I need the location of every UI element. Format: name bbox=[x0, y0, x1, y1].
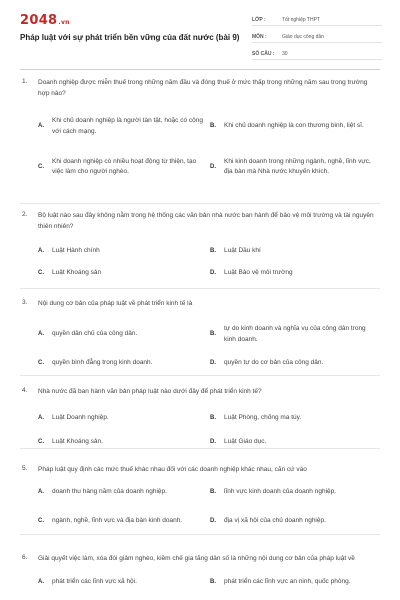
option-letter: A. bbox=[38, 489, 44, 496]
question-list bbox=[0, 78, 400, 600]
question-1 bbox=[0, 78, 400, 211]
option-a[interactable] bbox=[38, 571, 210, 595]
option-c[interactable] bbox=[38, 145, 210, 189]
option-a[interactable] bbox=[38, 240, 210, 262]
option-text: phát triển các lĩnh vực xã hội. bbox=[52, 578, 137, 586]
option-text: Luật Doanh nghiệp. bbox=[52, 414, 109, 422]
option-d[interactable] bbox=[210, 145, 382, 189]
option-b[interactable] bbox=[210, 482, 382, 504]
meta-key: MÔN : bbox=[252, 34, 267, 40]
option-text: Khi kinh doanh trong những ngành, nghề, lĩnh vực, địa bàn mà Nhà nước khuyến khích. bbox=[224, 157, 371, 175]
question-4 bbox=[0, 387, 400, 465]
meta-key: SỐ CÂU : bbox=[252, 51, 275, 57]
question-text: Nhà nước đã ban hành văn bản pháp luật nào dưới đây để phát triển kinh tế? bbox=[38, 388, 262, 395]
header-divider bbox=[20, 69, 380, 70]
logo-suffix: .vn bbox=[58, 19, 70, 26]
question-number: 4. bbox=[22, 387, 28, 394]
option-text: tự do kinh doanh và nghĩa vụ của công dân trong kinh doanh. bbox=[224, 325, 366, 343]
question-number: 1. bbox=[22, 78, 28, 85]
question-2 bbox=[0, 211, 400, 299]
option-text: quyền tự do cơ bản của công dân. bbox=[224, 359, 324, 367]
question-3 bbox=[0, 299, 400, 387]
exam-meta bbox=[252, 12, 382, 63]
meta-row-subject bbox=[252, 29, 382, 43]
question-divider bbox=[20, 203, 380, 204]
option-c[interactable] bbox=[38, 262, 210, 284]
question-text: Nội dung cơ bản của pháp luật về phát triển kinh tế là bbox=[38, 300, 193, 307]
question-text: Bộ luật nào sau đây không nằm trong hệ thống các văn bản nhà nước ban hành để bảo vệ môi trường và tài nguyên thiên nhiên? bbox=[38, 212, 374, 230]
option-a[interactable] bbox=[38, 482, 210, 504]
option-letter: D. bbox=[210, 518, 216, 525]
option-d[interactable] bbox=[210, 351, 382, 377]
meta-key: LỚP : bbox=[252, 17, 266, 23]
option-a[interactable] bbox=[38, 319, 210, 351]
option-text: địa vị xã hội của chủ doanh nghiệp. bbox=[224, 517, 326, 525]
logo-text: 2048 bbox=[20, 13, 58, 28]
site-logo[interactable] bbox=[20, 13, 70, 28]
question-number: 3. bbox=[22, 299, 28, 306]
question-number: 5. bbox=[22, 465, 28, 472]
option-b[interactable] bbox=[210, 319, 382, 351]
question-number: 2. bbox=[22, 211, 28, 218]
option-letter: B. bbox=[210, 123, 216, 130]
option-grid bbox=[38, 240, 380, 284]
meta-value: Giáo dục công dân bbox=[282, 34, 324, 40]
option-letter: B. bbox=[210, 579, 216, 586]
option-c[interactable] bbox=[38, 351, 210, 377]
option-letter: D. bbox=[210, 439, 216, 446]
option-text: Luật Giáo dục. bbox=[224, 438, 267, 446]
option-letter: C. bbox=[38, 360, 44, 367]
option-text: doanh thu hàng năm của doanh nghiệp. bbox=[52, 488, 167, 496]
question-text: Giải quyết việc làm, xóa đói giảm nghèo, kiềm chế gia tăng dân số là những nội dung cơ bản của pháp luật về bbox=[38, 555, 355, 562]
option-b[interactable] bbox=[210, 108, 382, 145]
question-divider bbox=[20, 534, 380, 535]
option-c[interactable] bbox=[38, 431, 210, 455]
option-d[interactable] bbox=[210, 431, 382, 455]
question-divider bbox=[20, 288, 380, 289]
question-number: 6. bbox=[22, 554, 28, 561]
option-letter: A. bbox=[38, 415, 44, 422]
option-letter: B. bbox=[210, 331, 216, 338]
option-text: Khi chủ doanh nghiệp là người tàn tật, hoặc có công với cách mạng. bbox=[52, 117, 203, 135]
option-letter: A. bbox=[38, 247, 44, 254]
question-text: Doanh nghiệp được miễn thuế trong những năm đầu và đóng thuế ở mức thấp trong những năm sau trong trường hợp nào? bbox=[38, 79, 368, 97]
option-letter: B. bbox=[210, 415, 216, 422]
option-letter: D. bbox=[210, 360, 216, 367]
option-letter: A. bbox=[38, 579, 44, 586]
option-grid bbox=[38, 319, 380, 377]
option-letter: A. bbox=[38, 123, 44, 130]
page-title: Pháp luật với sự phát triển bền vững của đất nước (bài 9) bbox=[20, 33, 240, 42]
question-6 bbox=[0, 554, 400, 600]
option-letter: B. bbox=[210, 489, 216, 496]
option-text: Luật Hành chính bbox=[52, 246, 100, 254]
option-letter: D. bbox=[210, 163, 216, 170]
option-letter: A. bbox=[38, 331, 44, 338]
option-text: lĩnh vực kinh doanh của doanh nghiệp. bbox=[224, 488, 337, 496]
option-text: quyền dân chủ của công dân. bbox=[52, 330, 138, 338]
option-a[interactable] bbox=[38, 407, 210, 431]
option-b[interactable] bbox=[210, 571, 382, 595]
question-divider bbox=[20, 375, 380, 376]
option-text: phát triển các lĩnh vực an ninh, quốc phòng. bbox=[224, 578, 351, 586]
meta-row-count bbox=[252, 46, 382, 60]
meta-value: Tốt nghiệp THPT bbox=[282, 17, 320, 23]
option-text: Luật Dầu khí bbox=[224, 246, 261, 254]
question-5 bbox=[0, 465, 400, 554]
option-letter: C. bbox=[38, 163, 44, 170]
question-divider bbox=[20, 448, 380, 449]
option-letter: C. bbox=[38, 518, 44, 525]
option-text: Khi chủ doanh nghiệp là con thương binh, liệt sĩ. bbox=[224, 122, 364, 130]
option-grid bbox=[38, 108, 380, 189]
option-text: quyền bình đẳng trong kinh doanh. bbox=[52, 359, 153, 367]
option-b[interactable] bbox=[210, 407, 382, 431]
meta-row-class bbox=[252, 12, 382, 26]
option-letter: D. bbox=[210, 269, 216, 276]
option-b[interactable] bbox=[210, 240, 382, 262]
option-text: Luật Bảo vệ môi trường bbox=[224, 268, 293, 276]
option-text: Luật Khoáng sản. bbox=[52, 438, 103, 446]
option-text: Luật Khoáng sản bbox=[52, 268, 102, 276]
option-text: Luật Phòng, chống ma túy. bbox=[224, 414, 302, 422]
option-text: ngành, nghề, lĩnh vực và địa bàn kinh doanh. bbox=[52, 517, 183, 525]
meta-value: 30 bbox=[282, 51, 288, 57]
option-grid bbox=[38, 482, 380, 540]
page-header bbox=[0, 0, 400, 68]
option-text: Khi doanh nghiệp có nhiều hoạt động từ thiện, tạo việc làm cho người nghèo. bbox=[52, 157, 197, 175]
option-letter: C. bbox=[38, 439, 44, 446]
option-d[interactable] bbox=[210, 262, 382, 284]
option-letter: C. bbox=[38, 269, 44, 276]
option-a[interactable] bbox=[38, 108, 210, 145]
option-letter: B. bbox=[210, 247, 216, 254]
question-text: Pháp luật quy định các mức thuế khác nhau đối với các doanh nghiệp khác nhau, căn cứ vào bbox=[38, 466, 307, 473]
option-grid bbox=[38, 571, 380, 595]
